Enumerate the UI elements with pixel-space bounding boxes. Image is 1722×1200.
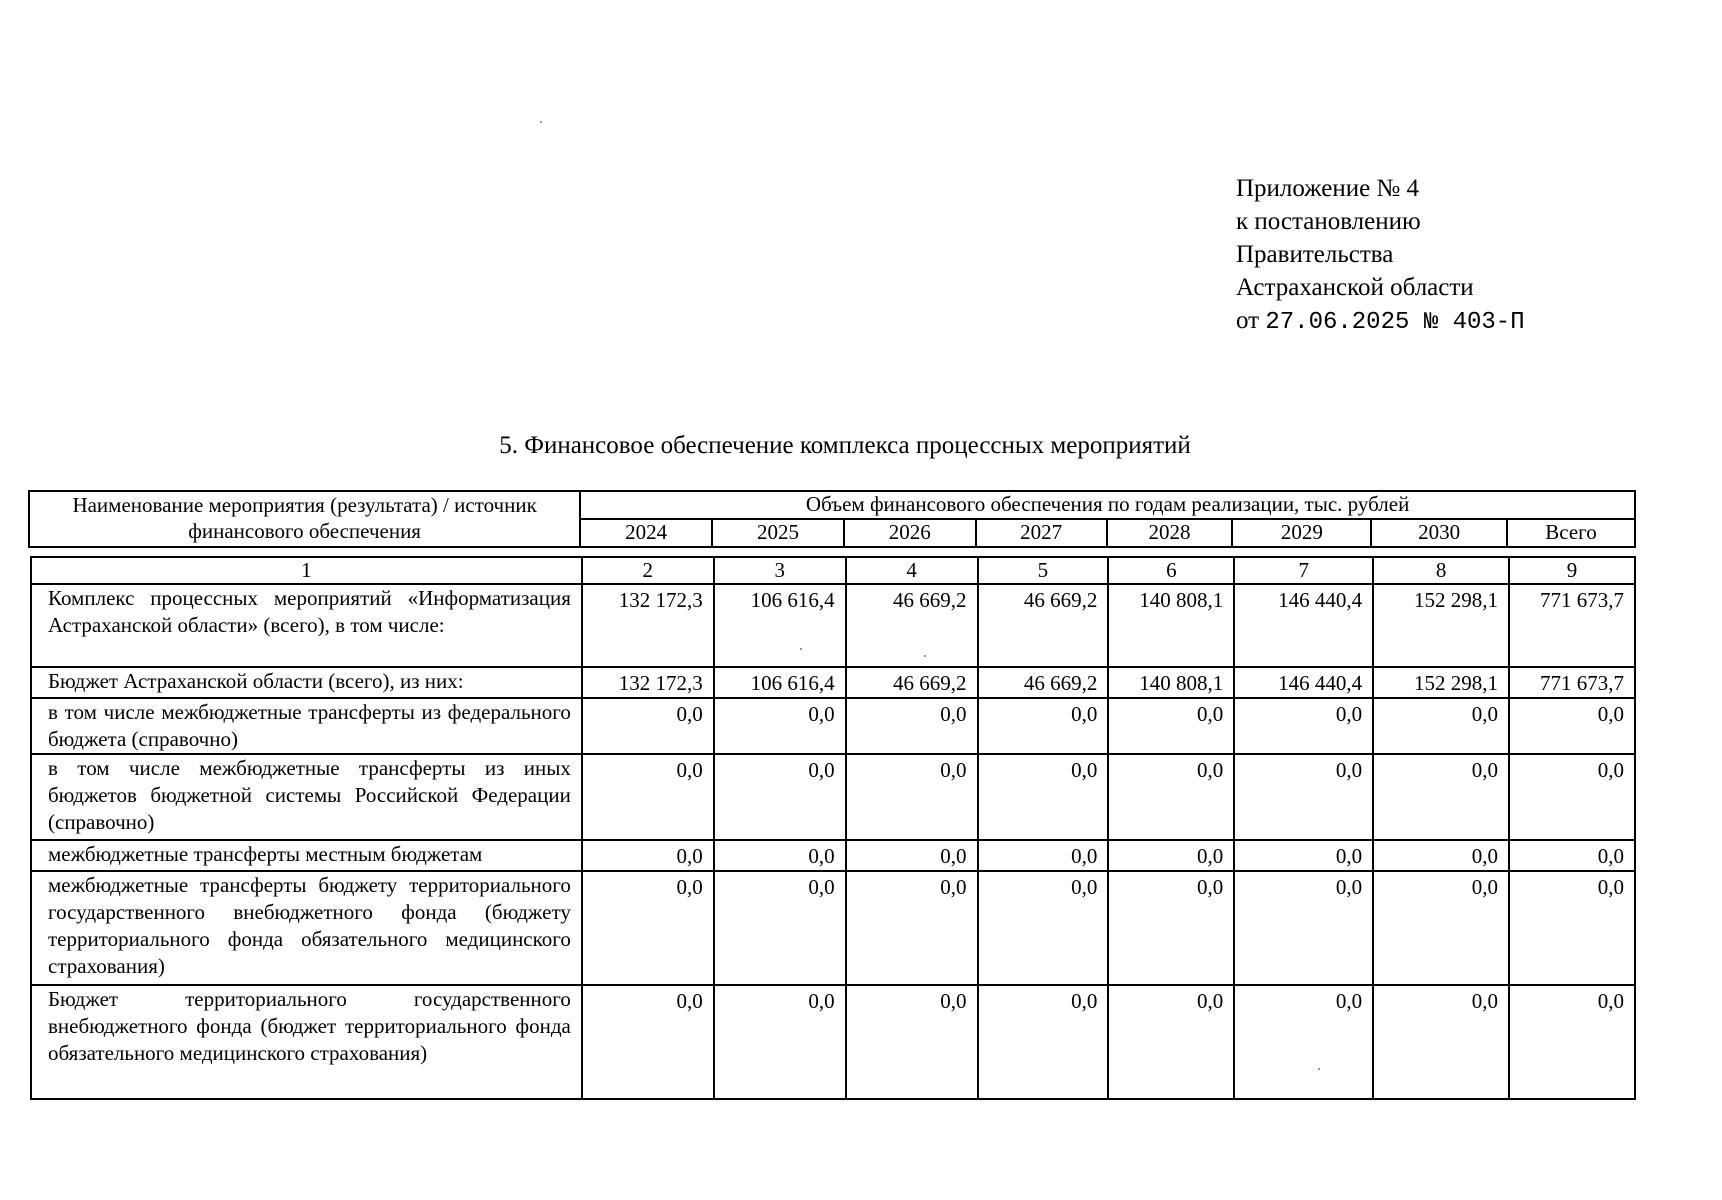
row-value-cell: 106 616,4 [714, 667, 846, 698]
row-value-cell: 46 669,2 [978, 584, 1109, 667]
finance-table [30, 556, 1636, 1100]
header-name-column: Наименование мероприятия (результата) / источник финансового обеспечения [29, 491, 580, 547]
row-total-cell: 0,0 [1509, 871, 1635, 985]
row-value-cell: 0,0 [1373, 985, 1509, 1099]
row-value-cell: 106 616,4 [714, 584, 846, 667]
row-value-cell: 0,0 [582, 754, 714, 840]
column-number: 6 [1108, 557, 1234, 584]
row-value-cell: 146 440,4 [1234, 667, 1373, 698]
table-row [31, 754, 1635, 840]
section-title: 5. Финансовое обеспечение комплекса процессных мероприятий [499, 432, 1191, 459]
row-value-cell: 0,0 [846, 985, 978, 1099]
row-value-cell: 0,0 [1108, 698, 1234, 754]
row-value-cell: 0,0 [1234, 871, 1373, 985]
row-name: межбюджетные трансферты местным бюджетам [31, 840, 582, 871]
row-value-cell: 0,0 [1108, 985, 1234, 1099]
row-value-cell: 0,0 [978, 871, 1109, 985]
row-value-cell: 0,0 [1373, 754, 1509, 840]
table-row [31, 985, 1635, 1099]
appendix-date-value: 27.06.2025 № 403-П [1265, 309, 1525, 336]
row-value-cell: 0,0 [846, 840, 978, 871]
row-total-cell: 0,0 [1509, 985, 1635, 1099]
scan-speck [540, 121, 542, 123]
row-value-cell: 132 172,3 [582, 584, 714, 667]
row-value-cell: 152 298,1 [1373, 584, 1509, 667]
row-value-cell: 0,0 [582, 985, 714, 1099]
header-year: 2028 [1107, 519, 1233, 547]
header-total: Всего [1507, 519, 1635, 547]
table-row [31, 871, 1635, 985]
row-value-cell: 0,0 [714, 754, 846, 840]
row-value-cell: 0,0 [582, 698, 714, 754]
row-value-cell: 152 298,1 [1373, 667, 1509, 698]
row-value-cell: 0,0 [978, 985, 1109, 1099]
row-value-cell: 132 172,3 [582, 667, 714, 698]
table-row [31, 667, 1635, 698]
row-total-cell: 0,0 [1509, 754, 1635, 840]
row-value-cell: 46 669,2 [978, 667, 1109, 698]
row-value-cell: 0,0 [978, 698, 1109, 754]
row-value-cell: 0,0 [582, 840, 714, 871]
appendix-line-2: к постановлению [1236, 208, 1421, 235]
table-row [31, 584, 1635, 667]
row-value-cell: 0,0 [978, 840, 1109, 871]
header-year: 2027 [976, 519, 1107, 547]
column-number: 3 [714, 557, 846, 584]
header-volume: Объем финансового обеспечения по годам реализации, тыс. рублей [580, 491, 1635, 519]
appendix-line-3: Правительства [1236, 241, 1394, 268]
row-value-cell: 0,0 [1373, 871, 1509, 985]
row-name: Бюджет Астраханской области (всего), из них: [31, 667, 582, 698]
row-value-cell: 0,0 [1234, 698, 1373, 754]
row-value-cell: 0,0 [1373, 698, 1509, 754]
column-number: 1 [31, 557, 582, 584]
header-year: 2025 [712, 519, 844, 547]
row-value-cell: 0,0 [1108, 754, 1234, 840]
row-total-cell: 771 673,7 [1509, 584, 1635, 667]
row-value-cell: 0,0 [1373, 840, 1509, 871]
row-value-cell: 0,0 [1234, 985, 1373, 1099]
column-number: 4 [846, 557, 978, 584]
row-name: межбюджетные трансферты бюджету территориального государственного внебюджетного фонда (бюджету территориального фонда обязательного медицинского страхования) [31, 871, 582, 985]
row-value-cell: 0,0 [714, 840, 846, 871]
appendix-line-4: Астраханской области [1236, 274, 1474, 301]
row-value-cell: 140 808,1 [1108, 584, 1234, 667]
row-value-cell: 46 669,2 [846, 667, 978, 698]
row-value-cell: 0,0 [978, 754, 1109, 840]
row-name: в том числе межбюджетные трансферты из федерального бюджета (справочно) [31, 698, 582, 754]
table-row [31, 698, 1635, 754]
header-year: 2026 [844, 519, 976, 547]
row-value-cell: 46 669,2 [846, 584, 978, 667]
header-year: 2029 [1232, 519, 1371, 547]
row-total-cell: 0,0 [1509, 698, 1635, 754]
column-number: 2 [582, 557, 714, 584]
row-total-cell: 771 673,7 [1509, 667, 1635, 698]
row-value-cell: 0,0 [714, 985, 846, 1099]
row-value-cell: 0,0 [846, 698, 978, 754]
appendix-date [1236, 304, 1525, 339]
row-value-cell: 0,0 [846, 754, 978, 840]
row-name: Комплекс процессных мероприятий «Информатизация Астраханской области» (всего), в том числе: [31, 584, 582, 667]
row-value-cell: 0,0 [846, 871, 978, 985]
row-value-cell: 0,0 [1108, 840, 1234, 871]
row-value-cell: 0,0 [1108, 871, 1234, 985]
column-number-row [31, 557, 1635, 584]
column-number: 7 [1234, 557, 1373, 584]
scan-speck [1318, 1068, 1320, 1070]
appendix-block [1236, 172, 1525, 339]
row-total-cell: 0,0 [1509, 840, 1635, 871]
row-value-cell: 140 808,1 [1108, 667, 1234, 698]
row-value-cell: 0,0 [1234, 754, 1373, 840]
header-year: 2030 [1371, 519, 1507, 547]
row-value-cell: 0,0 [582, 871, 714, 985]
row-name: Бюджет территориального государственного внебюджетного фонда (бюджет территориального фонда обязательного медицинского страхования) [31, 985, 582, 1099]
row-name: в том числе межбюджетные трансферты из иных бюджетов бюджетной системы Российской Федерации (справочно) [31, 754, 582, 840]
appendix-line-1: Приложение № 4 [1236, 175, 1420, 202]
table-row [31, 840, 1635, 871]
row-value-cell: 0,0 [714, 698, 846, 754]
appendix-date-prefix: от [1236, 307, 1260, 334]
scan-speck [800, 648, 802, 650]
column-number: 9 [1509, 557, 1635, 584]
header-year: 2024 [580, 519, 712, 547]
row-value-cell: 146 440,4 [1234, 584, 1373, 667]
header-table [28, 490, 1636, 548]
scan-speck [924, 655, 926, 657]
column-number: 8 [1373, 557, 1509, 584]
row-value-cell: 0,0 [1234, 840, 1373, 871]
column-number: 5 [978, 557, 1109, 584]
row-value-cell: 0,0 [714, 871, 846, 985]
